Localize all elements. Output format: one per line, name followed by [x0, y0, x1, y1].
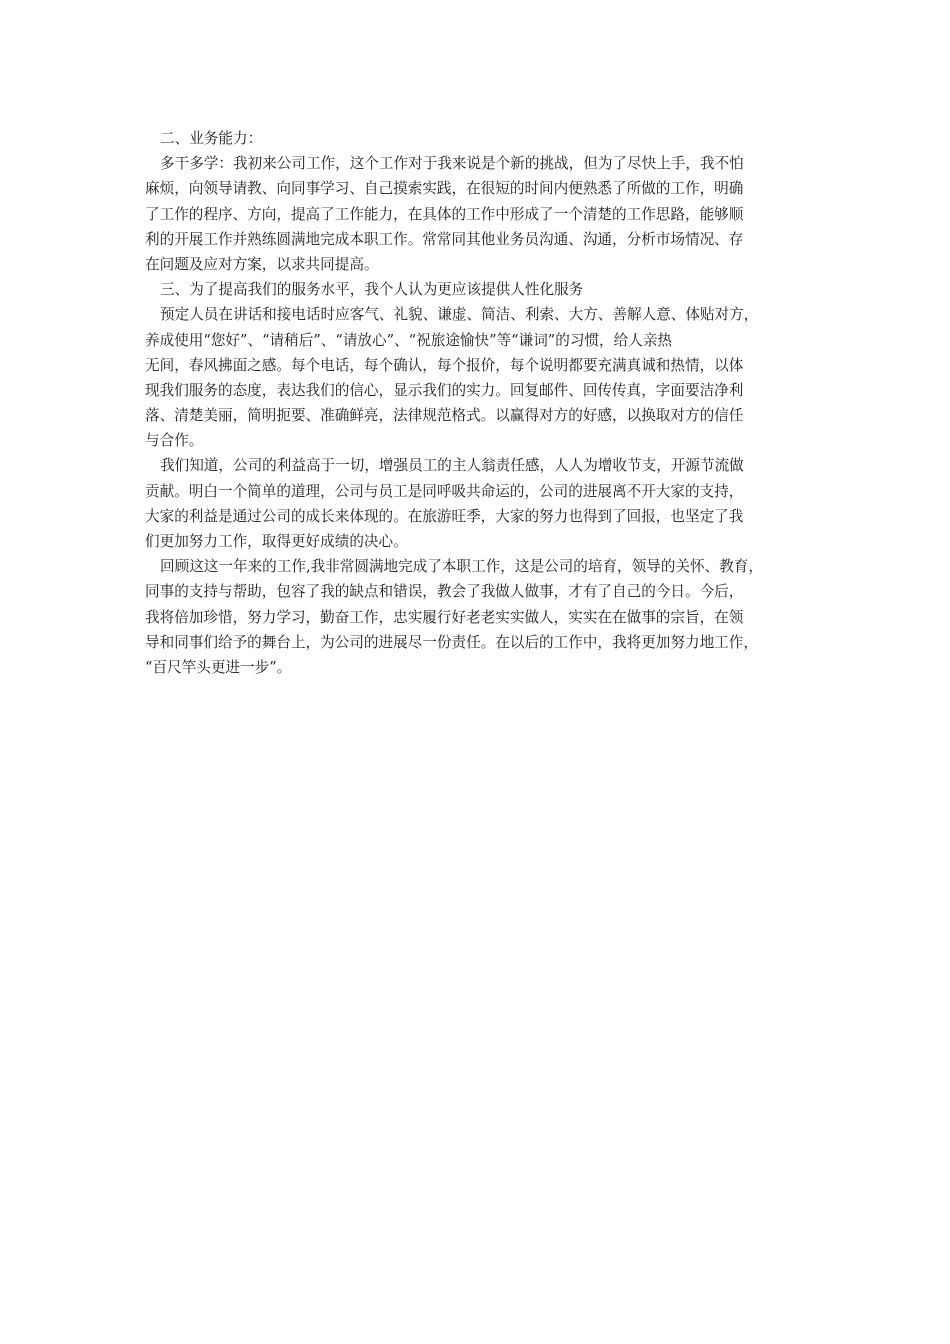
- paragraph-line: 预定人员在讲话和接电话时应客气、礼貌、谦虚、简洁、利索、大方、善解人意、体贴对方，: [160, 306, 759, 324]
- document-body: [145, 126, 815, 680]
- paragraph-line: 我将倍加珍惜，努力学习，勤奋工作，忠实履行好老老实实做人，实实在在做事的宗旨，在领: [145, 608, 744, 626]
- paragraph-line: 利的开展工作并熟练圆满地完成本职工作。常常同其他业务员沟通、沟通，分析市场情况、存: [145, 230, 744, 248]
- paragraph-line: 了工作的程序、方向，提高了工作能力，在具体的工作中形成了一个清楚的工作思路，能够顺: [145, 205, 744, 223]
- paragraph-line: 在问题及应对方案，以求共同提高。: [145, 255, 379, 273]
- section-heading-service: 三、为了提高我们的服务水平，我个人认为更应该提供人性化服务: [160, 281, 584, 299]
- paragraph-line: 们更加努力工作，取得更好成绩的决心。: [145, 533, 408, 550]
- paragraph-line: 大家的利益是通过公司的成长来体现的。在旅游旺季，大家的努力也得到了回报，也坚定了我: [145, 507, 744, 525]
- paragraph-line: “百尺竿头更进一步”。: [145, 658, 292, 676]
- paragraph-line: 无间，春风拂面之感。每个电话，每个确认，每个报价，每个说明都要充满真诚和热情，以体: [145, 356, 744, 374]
- paragraph-line: 多干多学：我初来公司工作，这个工作对于我来说是个新的挑战，但为了尽快上手，我不怕: [160, 155, 744, 173]
- paragraph-line: 养成使用“您好”、“请稍后”、“请放心”、“祝旅途愉快”等“谦词”的习惯，给人亲热: [145, 331, 673, 349]
- paragraph-line: 同事的支持与帮助，包容了我的缺点和错误，教会了我做人做事，才有了自己的今日。今后，: [145, 583, 744, 601]
- paragraph-line: 贡献。明白一个简单的道理，公司与员工是同呼吸共命运的，公司的进展离不开大家的支持，: [145, 482, 744, 500]
- paragraph-line: 回顾这这一年来的工作,我非常圆满地完成了本职工作，这是公司的培育，领导的关怀、教育，: [160, 558, 763, 576]
- paragraph-line: 落、清楚美丽，简明扼要、准确鲜亮，法律规范格式。以赢得对方的好感，以换取对方的信任: [145, 407, 744, 425]
- paragraph-line: 与合作。: [145, 432, 204, 450]
- section-heading-business-ability: 二、业务能力：: [160, 130, 263, 147]
- paragraph-line: 麻烦，向领导请教、向同事学习、自己摸索实践，在很短的时间内便熟悉了所做的工作，明确: [145, 180, 744, 198]
- paragraph-line: 导和同事们给予的舞台上，为公司的进展尽一份责任。在以后的工作中，我将更加努力地工作，: [145, 633, 758, 651]
- paragraph-line: 我们知道，公司的利益高于一切，增强员工的主人翁责任感，人人为增收节支，开源节流做: [160, 457, 744, 475]
- paragraph-line: 现我们服务的态度，表达我们的信心，显示我们的实力。回复邮件、回传传真，字面要洁净利: [145, 381, 744, 399]
